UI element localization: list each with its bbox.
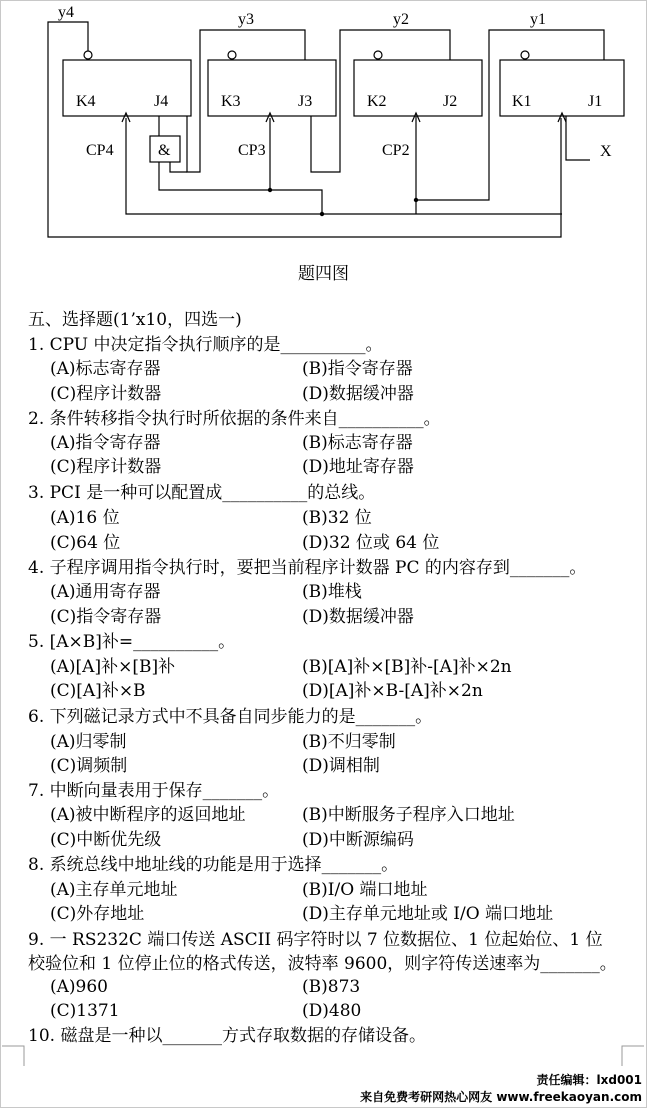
question-3-option-c: (C)64 位	[50, 533, 121, 553]
question-4-option-c: (C)指令寄存器	[50, 607, 162, 627]
page-corner-mark-left	[2, 1042, 26, 1066]
question-9-stem: 9. 一 RS232C 端口传送 ASCII 码字符时以 7 位数据位、1 位起始位、1 位	[28, 930, 603, 950]
question-7-option-b: (B)中断服务子程序入口地址	[302, 805, 515, 825]
question-5-stem: 5. [A×B]补=__________。	[28, 632, 236, 652]
label-cp3: CP3	[238, 142, 266, 159]
question-5-option-b: (B)[A]补×[B]补-[A]补×2n	[302, 657, 512, 677]
label-j4: J4	[154, 93, 169, 110]
question-7-option-c: (C)中断优先级	[50, 830, 162, 850]
question-8-option-a: (A)主存单元地址	[50, 880, 178, 900]
question-8-option-d: (D)主存单元地址或 I/O 端口地址	[302, 904, 554, 924]
label-k1: K1	[512, 93, 532, 110]
label-j3: J3	[298, 93, 313, 110]
question-1-option-c: (C)程序计数器	[50, 384, 162, 404]
question-9-option-a: (A)960	[50, 977, 108, 997]
question-9-option-d: (D)480	[302, 1001, 362, 1021]
question-8-option-b: (B)I/O 端口地址	[302, 880, 428, 900]
question-5-option-d: (D)[A]补×B-[A]补×2n	[302, 681, 483, 701]
question-5-option-a: (A)[A]补×[B]补	[50, 657, 176, 677]
question-10-stem: 10. 磁盘是一种以_______方式存取数据的存储设备。	[28, 1026, 426, 1046]
question-1-stem: 1. CPU 中决定指令执行顺序的是__________。	[28, 335, 383, 355]
question-4-option-d: (D)数据缓冲器	[302, 607, 414, 627]
question-2-option-d: (D)地址寄存器	[302, 457, 414, 477]
question-6-option-a: (A)归零制	[50, 732, 127, 752]
question-6-option-c: (C)调频制	[50, 756, 128, 776]
question-6-stem: 6. 下列磁记录方式中不具备自同步能力的是_______。	[28, 707, 433, 727]
question-7-option-d: (D)中断源编码	[302, 830, 414, 850]
label-y4: y4	[58, 4, 74, 21]
question-6-option-b: (B)不归零制	[302, 732, 396, 752]
question-9-option-c: (C)1371	[50, 1001, 120, 1021]
section-title: 五、选择题(1’x10，四选一)	[28, 310, 242, 330]
question-2-stem: 2. 条件转移指令执行时所依据的条件来自__________。	[28, 409, 441, 429]
question-9-option-b: (B)873	[302, 977, 361, 997]
label-k3: K3	[221, 93, 241, 110]
question-1-option-a: (A)标志寄存器	[50, 359, 161, 379]
question-5-option-c: (C)[A]补×B	[50, 681, 146, 701]
question-4-option-b: (B)堆栈	[302, 582, 362, 602]
question-8-option-c: (C)外存地址	[50, 904, 145, 924]
question-9-stem-continued: 校验位和 1 位停止位的格式传送，波特率 9600，则字符传送速率为_______。	[28, 954, 617, 974]
label-k4: K4	[76, 93, 96, 110]
label-y1: y1	[530, 11, 546, 28]
footer-source-watermark: 来自免费考研网热心网友 www.freekaoyan.com	[360, 1090, 642, 1104]
question-1-option-d: (D)数据缓冲器	[302, 384, 414, 404]
page-corner-mark-right	[620, 1042, 644, 1066]
flip-flop-circuit-diagram	[0, 0, 647, 250]
question-8-stem: 8. 系统总线中地址线的功能是用于选择_______。	[28, 855, 399, 875]
label-j2: J2	[443, 93, 458, 110]
footer-editor: 责任编辑：lxd001	[536, 1073, 642, 1087]
label-and-gate: &	[158, 142, 171, 159]
figure-caption: 题四图	[298, 264, 349, 284]
question-4-option-a: (A)通用寄存器	[50, 582, 161, 602]
question-4-stem: 4. 子程序调用指令执行时，要把当前程序计数器 PC 的内容存到_______。	[28, 558, 587, 578]
question-2-option-b: (B)标志寄存器	[302, 433, 413, 453]
question-1-option-b: (B)指令寄存器	[302, 359, 413, 379]
question-3-option-a: (A)16 位	[50, 508, 120, 528]
label-cp2: CP2	[382, 142, 410, 159]
question-3-option-d: (D)32 位或 64 位	[302, 533, 440, 553]
label-y2: y2	[393, 11, 409, 28]
question-6-option-d: (D)调相制	[302, 756, 380, 776]
question-7-stem: 7. 中断向量表用于保存_______。	[28, 781, 280, 801]
label-cp4: CP4	[86, 142, 114, 159]
label-x: X	[600, 143, 612, 160]
label-y3: y3	[238, 11, 254, 28]
label-j1: J1	[588, 93, 603, 110]
question-2-option-a: (A)指令寄存器	[50, 433, 161, 453]
question-3-stem: 3. PCI 是一种可以配置成__________的总线。	[28, 483, 376, 503]
question-2-option-c: (C)程序计数器	[50, 457, 162, 477]
question-3-option-b: (B)32 位	[302, 508, 372, 528]
question-7-option-a: (A)被中断程序的返回地址	[50, 805, 246, 825]
label-k2: K2	[367, 93, 387, 110]
